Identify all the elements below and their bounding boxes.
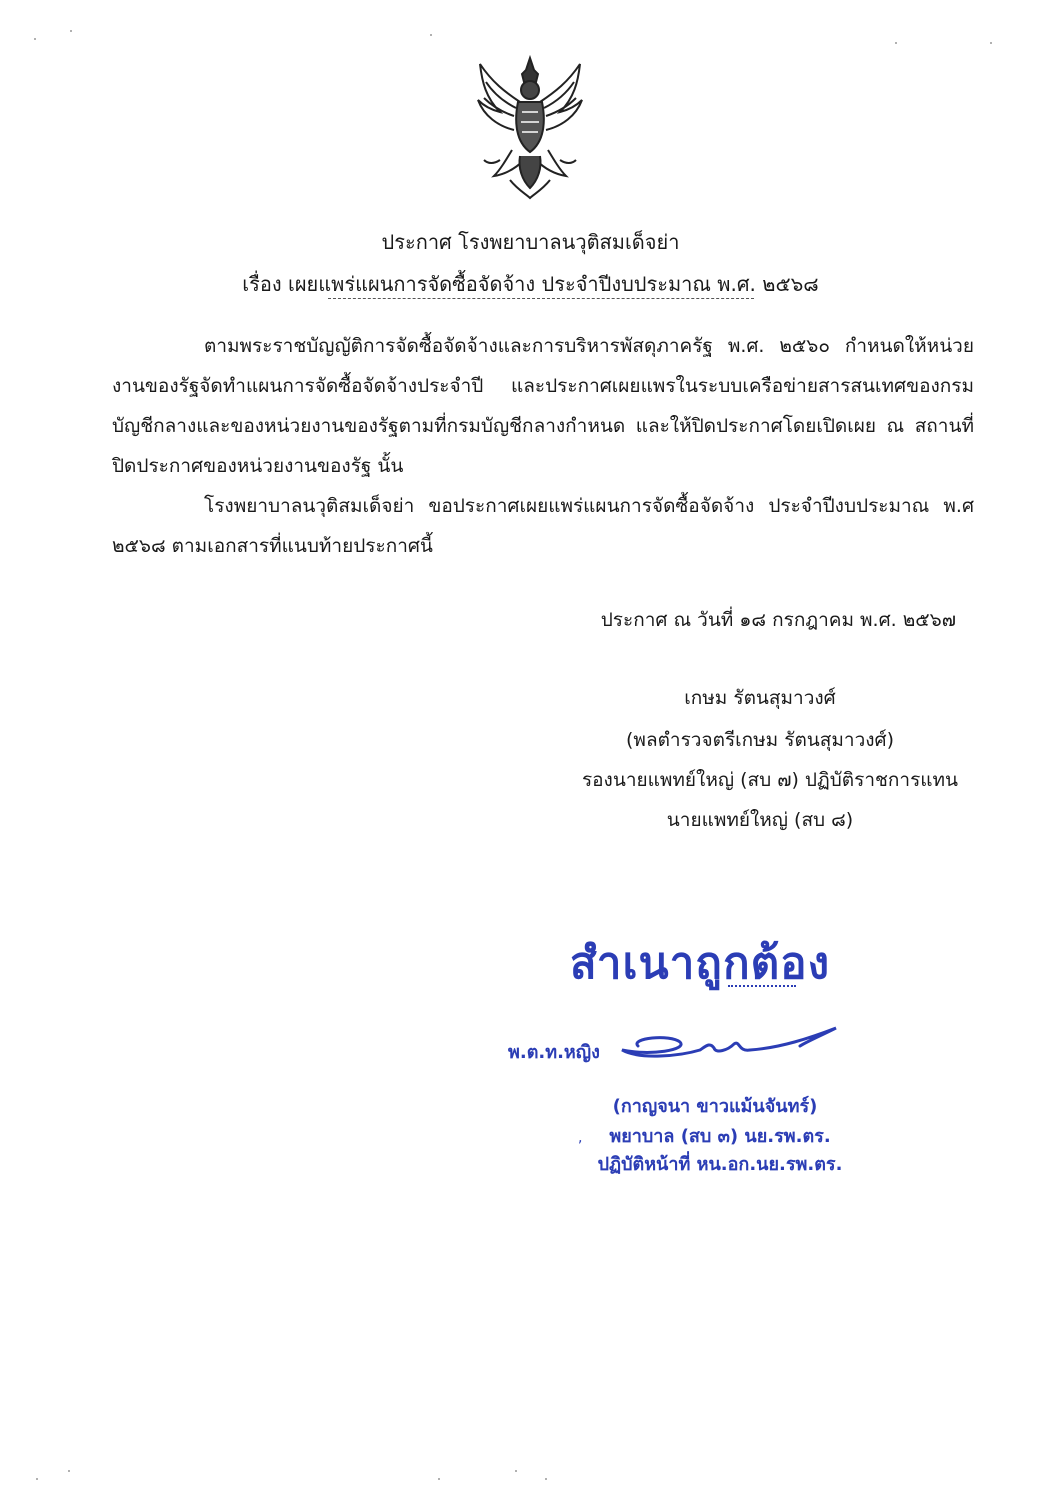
- signer-name: เกษม รัตนสุมาวงศ์: [684, 687, 836, 709]
- body-paragraph-1: [112, 326, 974, 486]
- signer-full-name: (พลตำรวจตรีเกษม รัตนสุมาวงศ์): [626, 729, 894, 751]
- scan-speck: [34, 38, 36, 40]
- scan-speck: [438, 1478, 440, 1480]
- announcement-subject: เรื่อง เผยแพร่แผนการจัดซื้อจัดจ้าง ประจำปีงบประมาณ พ.ศ. ๒๕๖๘: [242, 272, 819, 296]
- certified-copy-stamp: สำเนาถูกต้อง: [569, 938, 831, 989]
- scan-speck: [68, 1470, 70, 1472]
- body-paragraph-2: [112, 486, 974, 566]
- certifier-rank: พ.ต.ท.หญิง: [508, 1042, 600, 1063]
- scan-speck: [545, 1478, 547, 1480]
- scan-speck: [990, 42, 992, 44]
- garuda-emblem-icon: [470, 52, 590, 202]
- title-divider: [328, 298, 754, 299]
- body-paragraph-2-text: โรงพยาบาลนวุติสมเด็จย่า ขอประกาศเผยแพร่แผนการจัดซื้อจัดจ้าง ประจำปีงบประมาณ พ.ศ ๒๕๖๘ ตามเอกสารที่แนบท้ายประกาศนี้: [112, 495, 974, 557]
- scan-speck: [36, 1478, 38, 1480]
- scan-speck: [515, 1470, 517, 1472]
- certifier-duty: ปฏิบัติหน้าที่ หน.อก.นย.รพ.ตร.: [597, 1154, 843, 1175]
- handwritten-signature: [610, 1020, 850, 1070]
- certifier-name: (กาญจนา ขาวแม้นจันทร์): [612, 1096, 818, 1117]
- announcement-title: ประกาศ โรงพยาบาลนวุติสมเด็จย่า: [381, 230, 680, 254]
- stamp-underline: [728, 985, 796, 987]
- scan-speck: [70, 30, 72, 32]
- ink-mark: ,: [578, 1130, 583, 1146]
- scan-speck: [430, 34, 432, 36]
- signer-position: รองนายแพทย์ใหญ่ (สบ ๗) ปฏิบัติราชการแทน: [581, 769, 959, 791]
- announcement-date: ประกาศ ณ วันที่ ๑๘ กรกฎาคม พ.ศ. ๒๕๖๗: [600, 609, 956, 631]
- signer-position-2: นายแพทย์ใหญ่ (สบ ๘): [666, 809, 854, 831]
- body-paragraph-1-text: ตามพระราชบัญญัติการจัดซื้อจัดจ้างและการบริหารพัสดุภาครัฐ พ.ศ. ๒๕๖๐ กำหนดให้หน่วยงานของรัฐจัดทำแผนการจัดซื้อจัดจ้างประจำปี และประกาศเผยแพรในระบบเครือข่ายสารสนเทศของกรมบัญชีกลางและของหน่วยงานของรัฐตามที่กรมบัญชีกลางกำหนด และให้ปิดประกาศโดยเปิดเผย ณ สถานที่ปิดประกาศของหน่วยงานของรัฐ นั้น: [112, 335, 974, 477]
- certifier-position: พยาบาล (สบ ๓) นย.รพ.ตร.: [609, 1126, 831, 1147]
- scan-speck: [895, 42, 897, 44]
